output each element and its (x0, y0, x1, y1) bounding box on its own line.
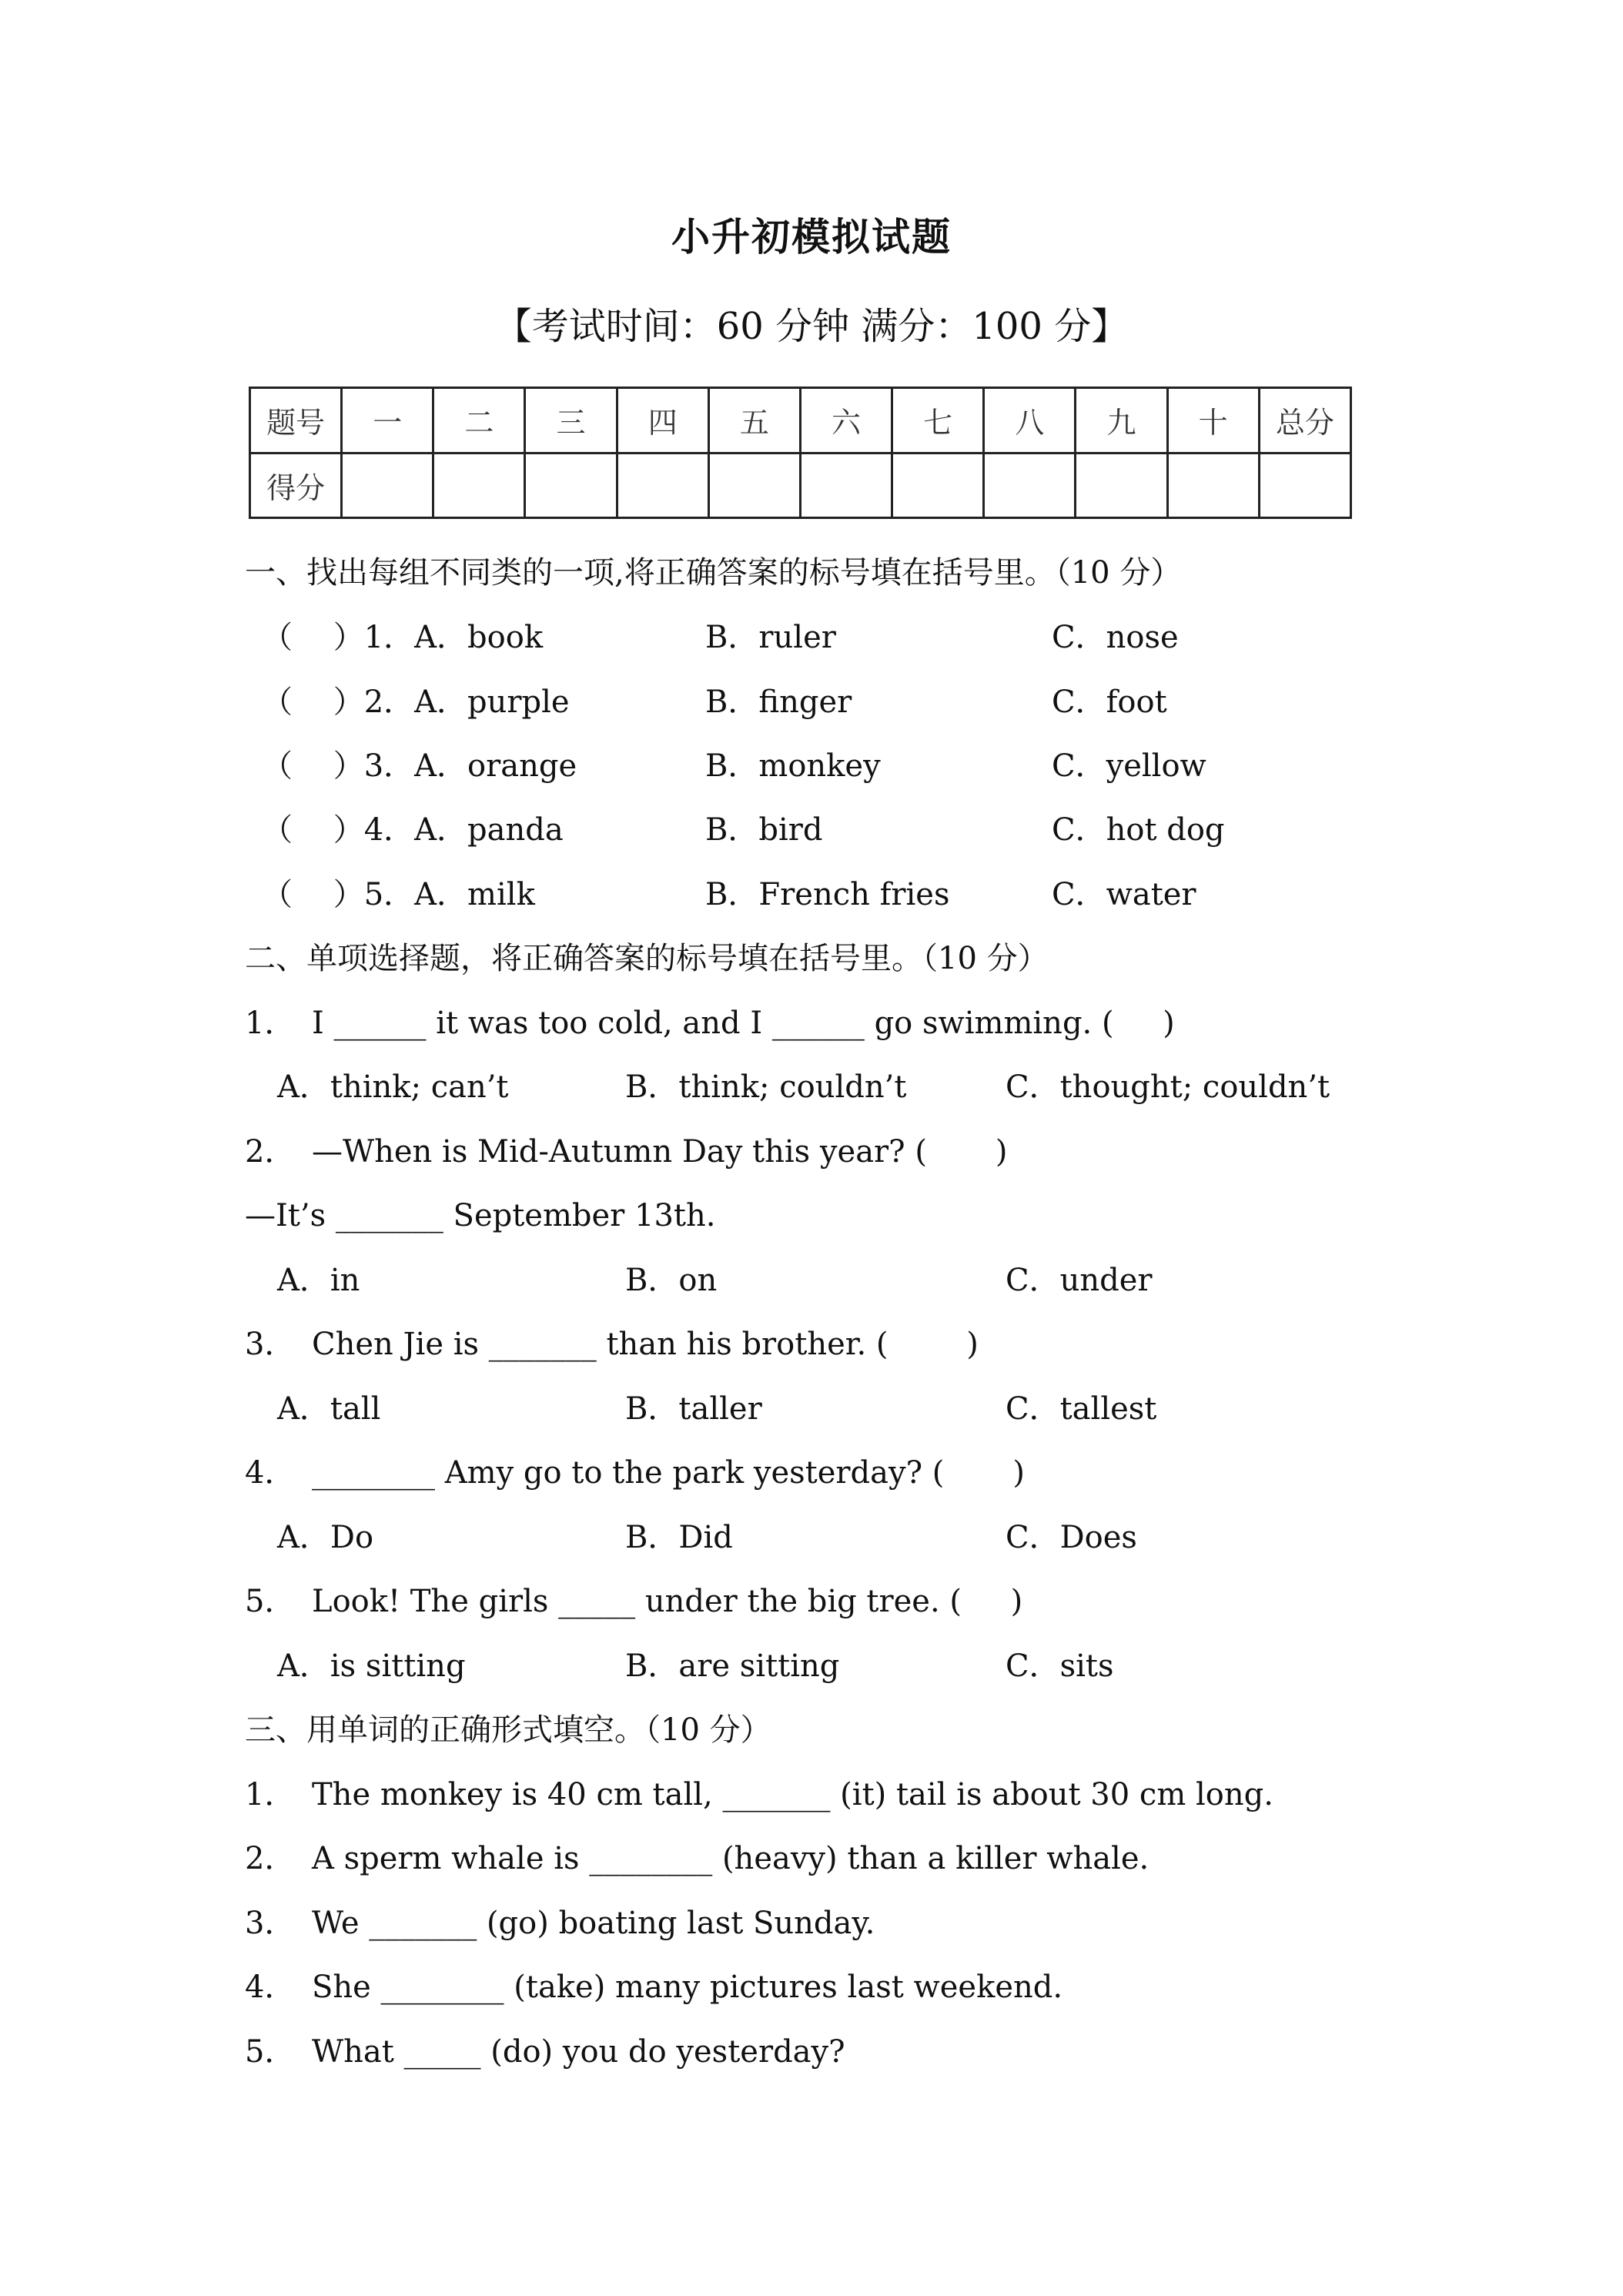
s3-item-3-number: 3． (245, 1906, 296, 1941)
s2-q1-option-b: B．think; couldn’t (625, 1069, 907, 1105)
score-cell[interactable] (800, 453, 892, 518)
score-row-label: 得分 (250, 453, 342, 518)
s1-item-4-prefix: （ ）4．A．panda (262, 812, 564, 848)
s2-q1-option-c: C．thought; couldn’t (1006, 1069, 1330, 1105)
score-cell[interactable] (892, 453, 984, 518)
s2-q3-option-a: A．tall (277, 1391, 381, 1427)
s2-q5-option-a: A．is sitting (277, 1648, 466, 1684)
section3-heading: 三、用单词的正确形式填空。（10 分） (245, 1712, 771, 1748)
s2-q1-text: I ______ it was too cold, and I ______ go swimming. ( ) (312, 1006, 1175, 1041)
score-header-cell: 四 (617, 388, 708, 454)
s1-item-5-option-b: B．French fries (705, 877, 950, 912)
s2-q2-option-b: B．on (625, 1263, 718, 1298)
s1-item-1-option-c: C．nose (1052, 620, 1179, 655)
s2-q3-number: 3． (245, 1327, 296, 1362)
score-header-cell: 总分 (1259, 388, 1350, 454)
score-cell[interactable] (342, 453, 433, 518)
s1-item-5-option-c: C．water (1052, 877, 1196, 912)
s2-q4-text: ________ Amy go to the park yesterday? ( ) (312, 1455, 1025, 1491)
score-header-cell: 十 (1167, 388, 1259, 454)
s2-q5-text: Look! The girls _____ under the big tree. ( ) (312, 1584, 1023, 1619)
score-cell[interactable] (525, 453, 617, 518)
s3-item-4-text: She ________ (take) many pictures last weekend. (312, 1970, 1063, 2005)
s2-q5-option-c: C．sits (1006, 1648, 1114, 1684)
s1-item-2-option-c: C．foot (1052, 684, 1167, 720)
s1-item-1-prefix: （ ）1．A．book (262, 620, 544, 655)
s3-item-5-number: 5． (245, 2034, 296, 2070)
page-title: 小升初模拟试题 (671, 214, 952, 259)
score-cell[interactable] (1076, 453, 1167, 518)
s2-q5-number: 5． (245, 1584, 296, 1619)
exam-info: 【考试时间：60 分钟 满分：100 分】 (494, 305, 1129, 348)
s1-item-3-option-b: B．monkey (705, 748, 881, 784)
section2-heading: 二、单项选择题，将正确答案的标号填在括号里。（10 分） (245, 941, 1049, 976)
score-cell[interactable] (984, 453, 1076, 518)
score-table-header-row (250, 388, 1351, 454)
s1-item-1-option-b: B．ruler (705, 620, 836, 655)
score-header-cell: 三 (525, 388, 617, 454)
s1-item-3-option-c: C．yellow (1052, 748, 1206, 784)
score-cell[interactable] (617, 453, 708, 518)
score-cell[interactable] (1167, 453, 1259, 518)
s3-item-2-text: A sperm whale is ________ (heavy) than a killer whale. (312, 1841, 1149, 1876)
s1-item-2-option-b: B．finger (705, 684, 852, 720)
score-cell[interactable] (1259, 453, 1350, 518)
score-cell[interactable] (708, 453, 800, 518)
s2-q4-option-c: C．Does (1006, 1520, 1137, 1555)
score-table-score-row (250, 453, 1351, 518)
s2-q2-option-c: C．under (1006, 1263, 1153, 1298)
score-header-cell: 二 (433, 388, 525, 454)
s3-item-5-text: What _____ (do) you do yesterday? (312, 2034, 845, 2070)
score-header-cell: 一 (342, 388, 433, 454)
s2-q2-number: 2． (245, 1134, 296, 1170)
score-header-cell: 九 (1076, 388, 1167, 454)
s3-item-4-number: 4． (245, 1970, 296, 2005)
s3-item-1-number: 1． (245, 1777, 296, 1812)
s2-q1-option-a: A．think; can’t (277, 1069, 509, 1105)
s2-q2-text: —When is Mid-Autumn Day this year? ( ) (312, 1134, 1008, 1170)
s2-q3-option-c: C．tallest (1006, 1391, 1157, 1427)
s1-item-2-prefix: （ ）2．A．purple (262, 684, 570, 720)
s1-item-4-option-b: B．bird (705, 812, 823, 848)
score-header-cell: 题号 (250, 388, 342, 454)
s2-q2-text-line2: —It’s _______ September 13th. (245, 1198, 716, 1233)
s3-item-2-number: 2． (245, 1841, 296, 1876)
s2-q1-number: 1． (245, 1006, 296, 1041)
s2-q3-option-b: B．taller (625, 1391, 762, 1427)
s1-item-5-prefix: （ ）5．A．milk (262, 877, 535, 912)
s2-q4-number: 4． (245, 1455, 296, 1491)
s2-q2-option-a: A．in (277, 1263, 360, 1298)
s2-q3-text: Chen Jie is _______ than his brother. ( ) (312, 1327, 979, 1362)
score-header-cell: 六 (800, 388, 892, 454)
score-table (249, 387, 1352, 519)
s3-item-3-text: We _______ (go) boating last Sunday. (312, 1906, 875, 1941)
s2-q5-option-b: B．are sitting (625, 1648, 840, 1684)
score-cell[interactable] (433, 453, 525, 518)
section1-heading: 一、找出每组不同类的一项,将正确答案的标号填在括号里。（10 分） (245, 555, 1182, 591)
s1-item-3-prefix: （ ）3．A．orange (262, 748, 577, 784)
s3-item-1-text: The monkey is 40 cm tall, _______ (it) tail is about 30 cm long. (312, 1777, 1273, 1812)
s2-q4-option-b: B．Did (625, 1520, 733, 1555)
score-header-cell: 七 (892, 388, 984, 454)
score-header-cell: 八 (984, 388, 1076, 454)
score-header-cell: 五 (708, 388, 800, 454)
s1-item-4-option-c: C．hot dog (1052, 812, 1225, 848)
s2-q4-option-a: A．Do (277, 1520, 374, 1555)
